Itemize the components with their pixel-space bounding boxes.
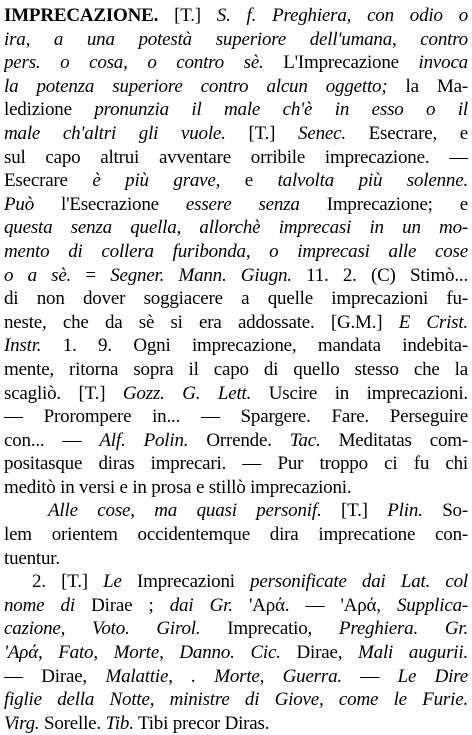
text-segment: 'Αρά, Fato, Morte, Danno. Cic. xyxy=(4,642,281,664)
text-segment: cazione, Voto. Girol. xyxy=(4,618,201,640)
text-segment: Dirae, xyxy=(280,642,359,664)
entry-line xyxy=(4,688,468,712)
entry-line xyxy=(4,264,468,288)
text-segment: Senec. xyxy=(298,122,346,144)
text-segment: — xyxy=(341,665,398,687)
entry-line xyxy=(4,287,468,311)
text-segment: S. f. Preghiera, con odio o xyxy=(216,5,468,26)
text-segment: Supplica- xyxy=(396,594,468,616)
entry-line xyxy=(4,193,468,217)
entry-line xyxy=(4,122,468,146)
text-segment: con... — xyxy=(4,429,100,451)
entry-line xyxy=(4,146,468,170)
entry-line xyxy=(4,216,468,240)
text-segment: Può xyxy=(4,193,62,215)
text-segment: Imprecazione; e xyxy=(326,193,468,215)
text-segment: la Ma- xyxy=(405,75,468,97)
entry-line xyxy=(4,75,468,99)
text-segment: scagliò. [T.] xyxy=(4,382,123,404)
text-segment: pers. o cosa, o contro sè. xyxy=(4,52,284,74)
text-segment: talvolta più solenne. xyxy=(277,170,468,192)
text-segment: — Prorompere in... — Spargere. Fare. Perseguire xyxy=(4,406,468,428)
text-segment: Segner. Mann. Giugn. xyxy=(110,264,292,286)
text-segment: [T.] xyxy=(248,122,299,144)
entry-line xyxy=(4,547,468,571)
entry-line xyxy=(4,499,468,523)
entry-line xyxy=(4,334,468,358)
text-segment: So- xyxy=(422,500,468,522)
text-segment: ira, a una potestà superiore dell'umana, contro xyxy=(4,28,468,50)
entry-line xyxy=(4,169,468,193)
text-segment: tuentur. xyxy=(4,547,60,569)
text-segment: L'Imprecazione xyxy=(283,52,419,74)
text-segment: invoca xyxy=(418,52,468,74)
text-segment: Meditatas com- xyxy=(320,429,468,451)
entry-line xyxy=(4,98,468,122)
text-segment: questa senza quella, allorchè imprecasi in un mo- xyxy=(4,217,468,239)
text-segment: meditò in versi e in prosa e stillò imprecazioni. xyxy=(4,476,352,498)
text-segment: Virg. xyxy=(4,712,40,734)
entry-line xyxy=(4,429,468,453)
text-segment: Tac. xyxy=(289,429,321,451)
text-segment: personificate dai Lat. col xyxy=(250,571,468,593)
entry-line xyxy=(4,4,468,28)
text-segment: Malattie, . Morte, Guerra. xyxy=(105,665,342,687)
headword: IMPRECAZIONE. xyxy=(4,5,159,26)
text-segment: Le xyxy=(103,571,137,593)
text-segment: 'Αρά. — 'Αρά, xyxy=(232,594,397,616)
text-segment: 11. 2. (C) Stimò... xyxy=(291,264,468,286)
text-segment: Tib. xyxy=(105,712,134,734)
text-segment: Imprecazioni xyxy=(137,571,251,593)
text-segment: Le Dire xyxy=(397,665,468,687)
text-segment: sul capo altrui avventare orribile imprecazione. — xyxy=(4,146,468,168)
text-segment: ledizione xyxy=(4,99,95,121)
text-segment: Alf. Polin. xyxy=(99,429,189,451)
text-segment: Esecrare xyxy=(4,170,93,192)
entry-line xyxy=(4,240,468,264)
text-segment: 1. 9. Ogni imprecazione, mandata indebita- xyxy=(41,335,468,357)
text-segment: la potenza superiore contro alcun oggetto; xyxy=(4,75,406,97)
text-segment: o a sè. xyxy=(4,264,86,286)
text-segment: lem orientem occidentemque dira imprecatione con- xyxy=(4,524,468,546)
entry-line xyxy=(4,51,468,75)
entry-line xyxy=(4,311,468,335)
text-segment: positasque diras imprecari. — Pur troppo ci fu chi xyxy=(4,453,468,475)
entry-line xyxy=(4,358,468,382)
text-segment: Mali augurii. xyxy=(358,642,468,664)
text-segment: nome di xyxy=(4,594,92,616)
entry-line xyxy=(4,452,468,476)
text-segment: — Dirae, xyxy=(4,665,106,687)
text-segment: Sorelle. xyxy=(39,712,106,734)
text-segment: Gozz. G. Lett. xyxy=(122,382,252,404)
entry-line xyxy=(4,405,468,429)
text-segment: 2. [T.] xyxy=(32,571,104,593)
text-segment: Dirae ; xyxy=(91,594,170,616)
text-segment: e xyxy=(244,170,278,192)
entry-line xyxy=(4,523,468,547)
entry-line xyxy=(4,476,468,500)
entry-line xyxy=(4,665,468,689)
text-segment: l'Esecrazione xyxy=(61,193,186,215)
text-segment: è più grave, xyxy=(92,170,245,192)
text-segment: Tibi precor Diras. xyxy=(133,712,270,734)
entry-line xyxy=(4,594,468,618)
entry-line xyxy=(4,712,468,735)
text-segment: essere senza xyxy=(185,193,327,215)
entry-line xyxy=(4,570,468,594)
text-segment: = xyxy=(85,264,111,286)
text-segment: pronunzia il male ch'è in esso o il xyxy=(94,99,468,121)
entry-line xyxy=(4,641,468,665)
text-segment: figlie della Notte, ministre di Giove, come le Furie. xyxy=(4,689,468,711)
text-segment: Instr. xyxy=(4,335,42,357)
text-segment: Orrende. xyxy=(188,429,290,451)
text-segment: mente, ritorna sopra il capo di quello stesso che la xyxy=(4,358,468,380)
entry-line xyxy=(4,617,468,641)
text-segment: neste, che da sè si era addossate. [G.M.] xyxy=(4,311,399,333)
text-segment: [T.] xyxy=(158,5,217,26)
text-segment: Esecrare, e xyxy=(345,122,468,144)
text-segment: Uscire in imprecazioni. xyxy=(251,382,468,404)
text-segment: mento di collera furibonda, o imprecasi alle cose xyxy=(4,240,468,262)
text-segment: Plin. xyxy=(387,500,423,522)
text-segment: Imprecatio, xyxy=(200,618,339,640)
entry-line xyxy=(4,28,468,52)
text-segment: male ch'altri gli vuole. xyxy=(4,122,249,144)
text-segment: dai Gr. xyxy=(169,594,233,616)
text-segment: di non dover soggiacere a quelle imprecazioni fu- xyxy=(4,288,468,310)
text-segment: Alle cose, ma quasi personif. xyxy=(48,500,341,522)
text-segment: [T.] xyxy=(340,500,388,522)
text-segment: Preghiera. Gr. xyxy=(338,618,468,640)
text-segment: E Crist. xyxy=(398,311,468,333)
entry-line xyxy=(4,382,468,406)
